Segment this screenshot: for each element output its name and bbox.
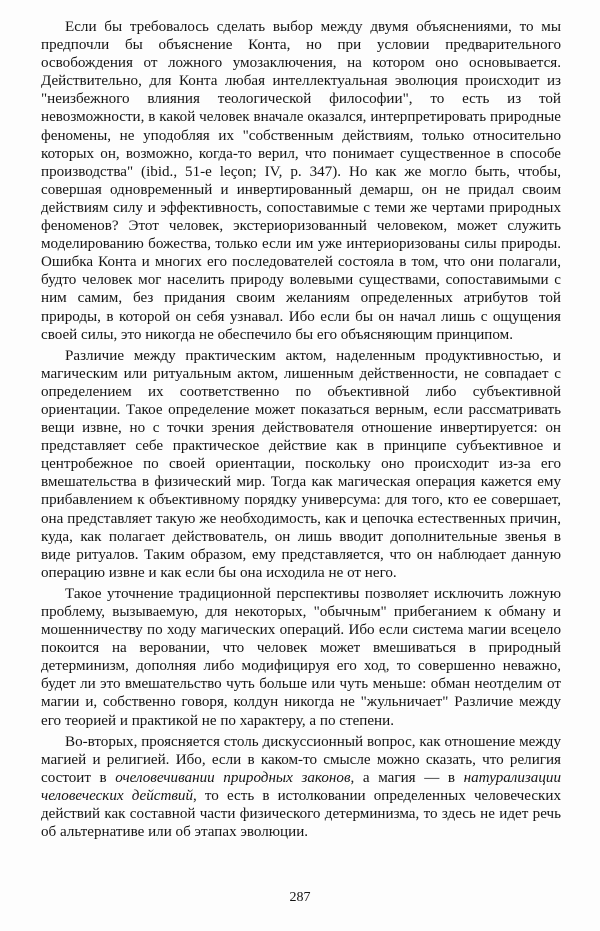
text-run: , а магия — в xyxy=(350,769,464,786)
paragraph xyxy=(41,585,561,730)
page-number: 287 xyxy=(289,890,311,905)
body-text xyxy=(41,18,561,841)
text-run: Такое уточнение традиционной перспективы позволяет исключить ложную проблему, вызываемую, для некоторых, "обычным" прибеганием к обману и мошенничеству по ходу магических операций. Ибо если система магии всецело покоится на веровании, что человек может вмешиваться в природный детерминизм, дополняя либо модифицируя его ход, то совершенно неважно, будет ли это вмешательство чуть больше или чуть меньше: обман неотделим от магии и, собственно говоря, колдун никогда не "жульничает" Различие между его теорией и практикой не по характеру, а по степени. xyxy=(41,585,561,729)
text-run: , то есть в истолковании определенных человеческих действий как составной части физического детерминизма, то здесь не идет речь об альтернативе или об этапах эволюции. xyxy=(41,787,561,841)
paragraph xyxy=(41,18,561,344)
italic-text: натурализации человеческих действий xyxy=(41,769,561,804)
text-run: Во-вторых, проясняется столь дискуссионный вопрос, как отношение между магией и религией. Ибо, если в каком-то смысле можно сказать, что религия состоит в xyxy=(41,733,561,786)
text-run: Если бы требовалось сделать выбор между двумя объяснениями, то мы предпочли бы объяснение Конта, но при условии предварительного освобождения от ложного умозаключения, на котором оно основывается. Действительно, для Конта любая интеллектуальная эволюция происходит из "неизбежного влияния теологической философии", то есть из той невозможности, в какой человек вначале оказался, интерпретировать природные феномены, не уподобляя их "собственным действиям, только относительно которых он, возможно, когда-то верил, что понимает существенное в способе производства" (ibid., 51-e leçon; IV, p. 347). Но как же могло быть, чтобы, совершая одновременный и инвертированный демарш, он не придал своим действиям силу и эффективность, сопоставимые с теми же чертами природных феноменов? Этот человек, экстериоризованный человеком, может служить моделированию божества, только если им уже интериоризованы силы природы. Ошибка Конта и многих его последователей состояла в том, что они полагали, будто человек мог населить природу волевыми существами, сопоставимыми с ним самим, без придания своим желаниям определенных атрибутов той природы, в которой он себя узнавал. Ибо если бы он начал лишь с ощущения своей силы, это никогда не обеспечило бы его объясняющим принципом. xyxy=(41,19,561,343)
paragraph xyxy=(41,347,561,582)
paragraph xyxy=(41,733,561,842)
text-run: Различие между практическим актом, наделенным продуктивностью, и магическим или ритуальным актом, лишенным действенности, не совпадает с определением их соответственно по объективной либо субъективной ориентации. Такое определение может показаться верным, если рассматривать вещи извне, но с точки зрения действователя отношение инвертируется: он представляет себе практическое действие как в принципе субъективное и центробежное по своей ориентации, поскольку оно происходит из-за его вмешательства в физический мир. Тогда как магическая операция кажется ему прибавлением к объективному порядку универсума: для того, кто ее совершает, она представляет такую же необходимость, как и цепочка естественных причин, куда, как полагает действователь, он лишь вводит дополнительные звенья в виде ритуалов. Таким образом, ему представляется, что он наблюдает данную операцию извне и как если бы она исходила не от него. xyxy=(41,347,561,581)
italic-text: очеловечивании природных законов xyxy=(115,769,351,786)
